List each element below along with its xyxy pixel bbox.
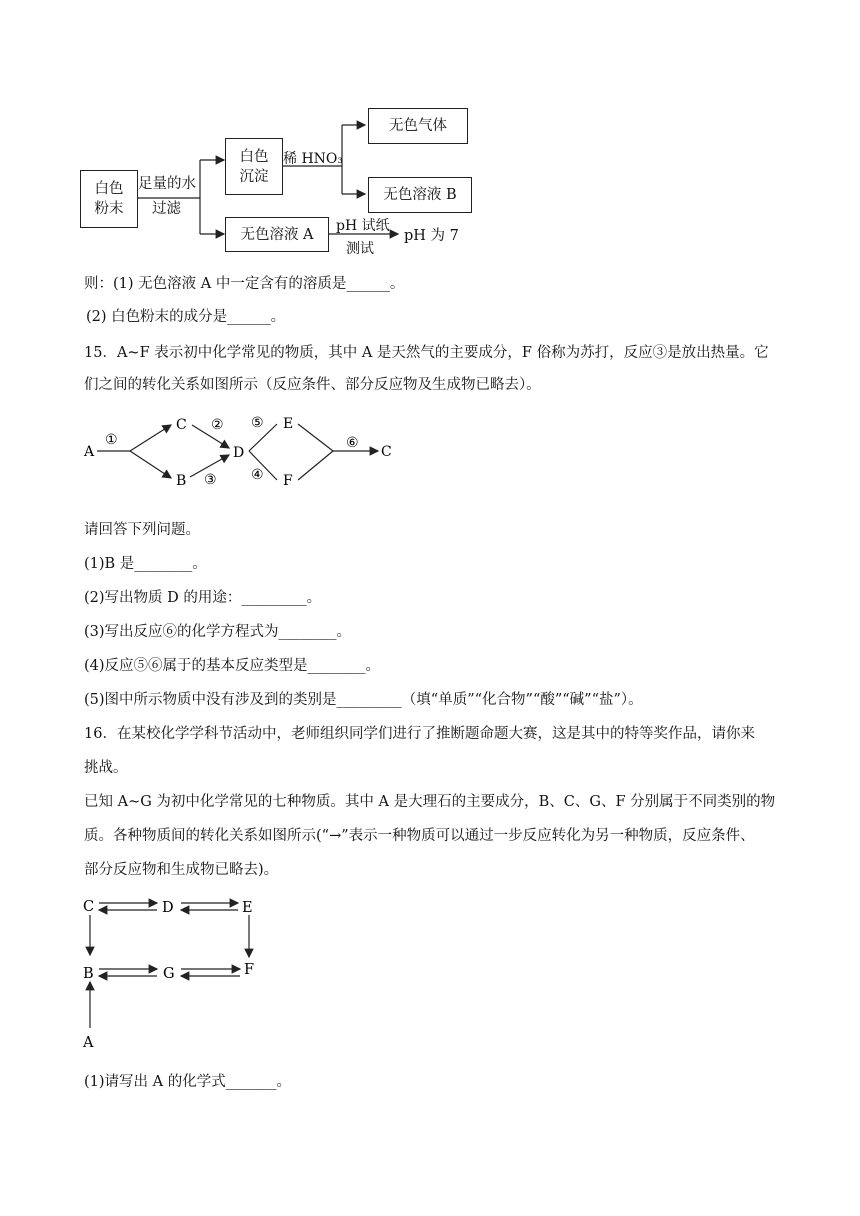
q15-diagram-svg xyxy=(0,400,860,500)
q16-line4: 质。各种物质间的转化关系如图所示(“→”表示一种物质可以通过一步反应转化为另一种物质，反应条件、 xyxy=(84,828,755,844)
colorless-gas-box: 无色气体 xyxy=(368,108,468,144)
q15-q2: (2)写出物质 D 的用途：_________。 xyxy=(84,590,322,606)
water-filter-label-bottom: 过滤 xyxy=(152,201,181,217)
q15-reaction-1: ① xyxy=(105,432,118,448)
q15-node-d: D xyxy=(233,445,245,461)
white-precipitate-box: 白色 沉淀 xyxy=(225,138,283,195)
q15-node-e: E xyxy=(283,416,294,432)
q15-reaction-2: ② xyxy=(211,417,224,433)
q15-node-a: A xyxy=(84,444,95,460)
q15-line2: 们之间的转化关系如图所示（反应条件、部分反应物及生成物已略去）。 xyxy=(84,377,541,393)
q15-reaction-6: ⑥ xyxy=(346,435,359,451)
q15-q5: (5)图中所示物质中没有涉及到的类别是_________（填“单质”“化合物”“酸”“碱”“盐”）。 xyxy=(84,692,643,708)
q16-diagram-svg xyxy=(0,885,860,1060)
q15-q4: (4)反应⑤⑥属于的基本反应类型是________。 xyxy=(84,658,381,674)
q16-node-c: C xyxy=(83,899,95,915)
q15-prompt: 请回答下列问题。 xyxy=(84,522,200,538)
water-filter-label-top: 足量的水 xyxy=(138,176,196,192)
q15-node-c: C xyxy=(176,417,187,433)
ph-paper-label: pH 试纸 xyxy=(336,218,390,234)
q16-node-f: F xyxy=(244,962,255,978)
q16-line3: 已知 A~G 为初中化学常见的七种物质。其中 A 是大理石的主要成分，B、C、G、F 分别属于不同类别的物 xyxy=(84,794,776,810)
q16-q1: (1)请写出 A 的化学式_______。 xyxy=(84,1074,291,1090)
q16-node-g: G xyxy=(163,966,175,982)
q14-line2: (2) 白色粉末的成分是______。 xyxy=(86,309,286,325)
ph-result-label: pH 为 7 xyxy=(404,228,459,244)
q15-q3: (3)写出反应⑥的化学方程式为________。 xyxy=(84,624,352,640)
colorless-solution-b-box: 无色溶液 B xyxy=(368,177,472,213)
q15-reaction-5: ⑤ xyxy=(251,415,264,431)
white-powder-box: 白色 粉末 xyxy=(80,170,138,228)
q16-node-b: B xyxy=(83,966,94,982)
q16-node-e: E xyxy=(242,900,253,916)
dilute-hno3-label: 稀 HNO₃ xyxy=(283,151,343,167)
q16-line1: 16．在某校化学学科节活动中，老师组织同学们进行了推断题命题大赛，这是其中的特等奖作品，请你来 xyxy=(84,726,755,742)
colorless-solution-a-box: 无色溶液 A xyxy=(225,217,329,252)
q16-line5: 部分反应物和生成物已略去)。 xyxy=(84,862,279,878)
q15-reaction-4: ④ xyxy=(251,467,264,483)
q14-line1: 则：(1) 无色溶液 A 中一定含有的溶质是______。 xyxy=(84,276,405,292)
q15-q1: (1)B 是________。 xyxy=(84,556,207,572)
q15-node-f: F xyxy=(283,473,293,489)
q16-node-a: A xyxy=(83,1035,94,1051)
q16-line2: 挑战。 xyxy=(84,760,128,776)
q16-node-d: D xyxy=(162,900,174,916)
q15-line1: 15．A~F 表示初中化学常见的物质，其中 A 是天然气的主要成分，F 俗称为苏打，反应③是放出热量。它 xyxy=(84,345,769,361)
ph-test-label: 测试 xyxy=(346,241,374,257)
q15-node-c-final: C xyxy=(381,444,392,460)
q15-node-b: B xyxy=(176,473,187,489)
q15-reaction-3: ③ xyxy=(204,472,217,488)
